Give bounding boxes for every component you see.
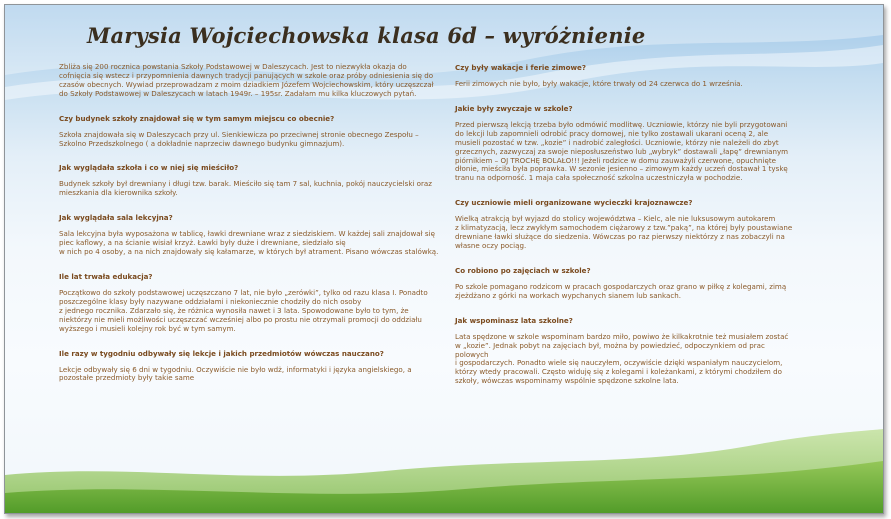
question-building-location: Czy budynek szkoły znajdował się w tym samym miejscu co obecnie? bbox=[59, 113, 335, 123]
left-column bbox=[59, 63, 439, 383]
answer-lessons-per-week: Lekcje odbywały się 6 dni w tygodniu. Oczywiście nie było wdż, informatyki i języka angielskiego, a pozostałe przedmioty były takie same bbox=[59, 364, 412, 383]
question-trips: Czy uczniowie mieli organizowane wycieczki krajoznawcze? bbox=[455, 198, 693, 208]
question-education-length: Ile lat trwała edukacja? bbox=[59, 271, 153, 281]
question-school-appearance: Jak wyglądała szkoła i co w niej się mieściło? bbox=[59, 163, 239, 173]
answer-memories: Lata spędzone w szkole wspominam bardzo miło, powiwo że kilkakrotnie też musiałem zostać w „kozie”. Jednak pobyt na zajęciach był, można by powiedzieć, odpoczynkiem od prac polowych i gospodarczych. Ponadto wiele się nauczyłem, oczywiście dzięki wspaniałym nauczycielom, którzy wtedy pracowali. Często widuję się z kolegami i koleżankami, z którymi chodziłem do szkoły, wówczas wspominamy wspólnie spędzone szkolne lata. bbox=[455, 331, 789, 386]
answer-building-location: Szkoła znajdowała się w Daleszycach przy ul. Sienkiewicza po przeciwnej stronie obecnego Zespołu – Szkolno Przedszkolnego ( a dokładnie naprzeciw dawnego budynku gimnazjum). bbox=[59, 129, 419, 148]
question-holidays: Czy były wakacje i ferie zimowe? bbox=[455, 63, 586, 72]
answer-after-school: Po szkole pomagano rodzicom w pracach gospodarczych oraz grano w piłkę z kolegami, zimą zjeżdżano z górki na workach wypchanych sianem lub sankach. bbox=[455, 281, 787, 300]
slide bbox=[4, 4, 884, 514]
question-memories: Jak wspominasz lata szkolne? bbox=[455, 315, 573, 325]
answer-school-appearance: Budynek szkoły był drewniany i długi tzw. barak. Mieściło się tam 7 sal, kuchnia, pokój nauczycielski oraz mieszkania dla kierownika szkoły. bbox=[59, 179, 432, 198]
question-after-school: Co robiono po zajęciach w szkole? bbox=[455, 265, 591, 275]
answer-holidays: Ferii zimowych nie było, były wakacje, które trwały od 24 czerwca do 1 września. bbox=[455, 79, 743, 88]
page-title: Marysia Wojciechowska klasa 6d – wyróżnienie bbox=[87, 23, 646, 48]
answer-trips: Wielką atrakcją był wyjazd do stolicy województwa – Kielc, ale nie luksusowym autokarem z klimatyzacją, lecz zwykłym samochodem ciężarowy z tzw.”paką”, na której były poustawiane drewniane ławki służące do siedzenia. Wówczas po raz pierwszy niektórzy z nas zobaczyli na własne oczy pociąg. bbox=[455, 214, 793, 250]
answer-customs: Przed pierwszą lekcją trzeba było odmówić modlitwę. Uczniowie, którzy nie byli przygotowani do lekcji lub zapomnieli odrobić pracy domowej, nie tylko zostawali ukarani oceną 2, ale musieli pozostać w tzw. „kozie” i nadrobić zaległości. Uczniowie, którzy nie należeli do zbyt grzecznych, zazwyczaj za swoje nieposłuszeństwo lub „wybryk” dostawali „łapę” drewnianym piórnikiem – OJ TROCHĘ BOLAŁO!!! Jeżeli rodzice w domu zauważyli czerwone, opuchnięte dłonie, mieściła była poprawka. W sezonie jesienno – zimowym każdy uczeń dostawał 1 tyskę tranu na odporność. 1 maja cała społeczność szkolna uczestniczyła w pochodzie. bbox=[455, 119, 789, 183]
intro-paragraph: Zbliża się 200 rocznica powstania Szkoły Podstawowej w Daleszycach. Jest to niezwykła okazja do cofnięcia się wstecz i przypomnienia dawnych tradycji panujących w szkole oraz próby odniesienia się do czasów obecnych. Wywiad przeprowadzam z moim dziadkiem Józefem Wojciechowskim, który uczęszczał do Szkoły Podstawowej w Daleszycach w latach 1949r. – 195sr. Zadałam mu kilka kluczowych pytań. bbox=[59, 62, 434, 98]
green-hills-decoration bbox=[5, 423, 883, 513]
question-customs: Jakie były zwyczaje w szkole? bbox=[455, 103, 573, 113]
question-classroom: Jak wyglądała sala lekcyjna? bbox=[59, 213, 173, 223]
answer-education-length: Początkowo do szkoły podstawowej uczęszczano 7 lat, nie było „zerówki”, tylko od razu klasa I. Ponadto poszczególne klasy były nazywane oddziałami i niekoniecznie chodziły do nich osoby z jednego rocznika. Zdarzało się, że różnica wynosiła nawet i 3 lata. Spowodowane było to tym, że niektórzy nie mieli możliwości uczęszczać wcześniej albo po prostu nie otrzymali promocji do oddziału wyższego i musieli kolejny rok być w tym samym. bbox=[59, 287, 428, 333]
answer-classroom: Sala lekcyjna była wyposażona w tablicę, ławki drewniane wraz z siedziskiem. W każdej sali znajdował się piec kaflowy, a na ścianie wisiał krzyż. Ławki były duże i drewniane, siedziało się w nich po 4 osoby, a na nich znajdowały się kałamarze, w których był atrament. Pisano wówczas stalówką. bbox=[59, 229, 439, 257]
right-column bbox=[455, 63, 795, 386]
question-lessons-per-week: Ile razy w tygodniu odbywały się lekcje i jakich przedmiotów wówczas nauczano? bbox=[59, 348, 384, 358]
